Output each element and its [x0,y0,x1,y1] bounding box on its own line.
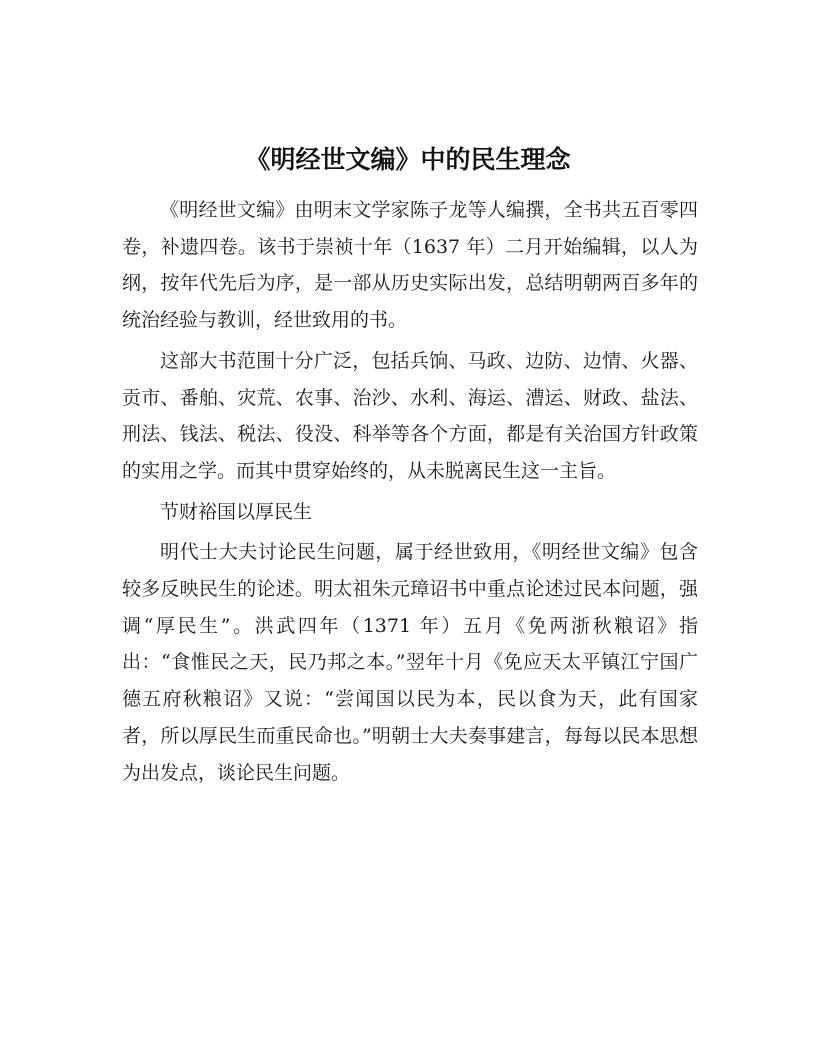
paragraph-intro: 《明经世文编》由明末文学家陈子龙等人编撰，全书共五百零四卷，补遗四卷。该书于崇祯十年（1637 年）二月开始编辑，以人为纲，按年代先后为序，是一部从历史实际出发，总结明朝两百多年的统治经验与教训，经世致用的书。 [122,199,698,332]
document-body [122,192,698,795]
paragraph-minsheng: 明代士大夫讨论民生问题，属于经世致用，《明经世文编》包含较多反映民生的论述。明太祖朱元璋诏书中重点论述过民本问题，强调“厚民生”。洪武四年（1371 年）五月《免两浙秋粮诏》指出：“食惟民之天，民乃邦之本。”翌年十月《免应天太平镇江宁国广德五府秋粮诏》又说：“尝闻国以民为本，民以食为天，此有国家者，所以厚民生而重民命也。”明朝士大夫奏事建言，每每以民本思想为出发点，谈论民生问题。 [122,541,698,784]
section-heading: 节财裕国以厚民生 [160,500,313,523]
page-title: 《明经世文编》中的民生理念 [245,145,571,174]
paragraph-scope: 这部大书范围十分广泛，包括兵饷、马政、边防、边情、火器、贡市、番舶、灾荒、农事、治沙、水利、海运、漕运、财政、盐法、刑法、钱法、税法、役没、科举等各个方面，都是有关治国方针政策的实用之学。而其中贯穿始终的，从未脱离民生这一主旨。 [122,349,698,482]
